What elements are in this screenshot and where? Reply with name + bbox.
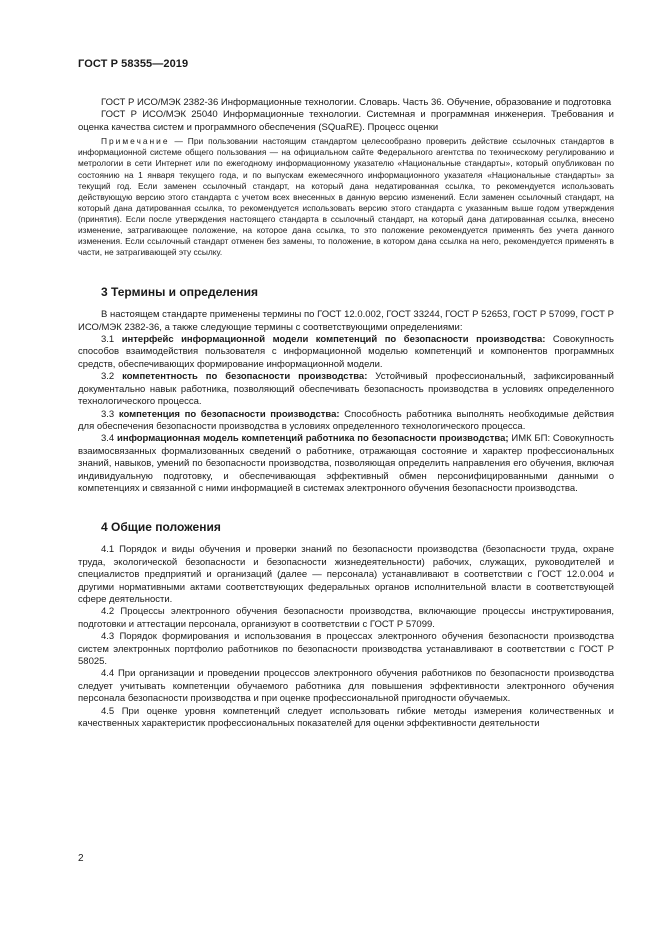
clause-paragraph: 4.4 При организации и проведении процессов электронного обучения работников по безопасности производства следует учитывать компетенции обучаемого работника для повышения эффективности электронного обучения персонала безопасности производства и при оценке профессиональной пригодности обучаемых.	[78, 668, 614, 705]
reference-item: ГОСТ Р ИСО/МЭК 2382-36 Информационные технологии. Словарь. Часть 36. Обучение, образование и подготовка	[101, 97, 612, 108]
term-number: 3.3	[101, 408, 119, 420]
clause-paragraph: 4.2 Процессы электронного обучения безопасности производства, включающие процессы инструктирования, подготовки и аттестации персонала, организуют в соответствии с ГОСТ Р 57099.	[78, 606, 614, 630]
term-definition	[78, 334, 614, 371]
terms-intro: В настоящем стандарте применены термины по ГОСТ 12.0.002, ГОСТ 33244, ГОСТ Р 52653, ГОСТ Р 57099, ГОСТ Р ИСО/МЭК 2382-36, а также следующие термины с соответствующими определениями:	[78, 309, 614, 333]
section-heading-general: 4 Общие положения	[101, 520, 221, 535]
term-name: компетентность по безопасности производства:	[122, 371, 368, 383]
section-heading-terms: 3 Термины и определения	[101, 285, 259, 300]
term-definition	[78, 433, 614, 495]
term-number: 3.2	[101, 371, 123, 383]
term-text: Способность работника выполнять необходимые действия для обеспечения безопасности производства в условиях определенного технологического процесса.	[78, 408, 614, 432]
clause-paragraph: 4.3 Порядок формирования и использования в процессах электронного обучения безопасности производства систем электронных портфолио работников по безопасности производства устанавливают в соответствии с ГОСТ Р 58025.	[78, 631, 614, 667]
term-text: Устойчивый профессиональный, зафиксированный документально навык работника, позволяющий обеспечивать безопасность производства в условиях определенного технологического процесса.	[78, 371, 614, 408]
term-number: 3.4	[101, 433, 117, 445]
document-page	[78, 58, 614, 730]
note-text: — При пользовании настоящим стандартом целесообразно проверить действие ссылочных стандартов в информационной системе общего пользования — на официальном сайте Федерального агентства по техническому регулированию и метрологии в сети Интернет или по ежегодному информационному указателю «Национальные стандарты», который опубликован по состоянию на 1 января текущего года, и по выпускам ежемесячного информационного указателя «Национальные стандарты» за текущий год. Если заменен ссылочный стандарт, на который дана недатированная ссылка, то рекомендуется использовать действующую версию этого стандарта с учетом всех внесенных в данную версию изменений. Если заменен ссылочный стандарт, на который дана датированная ссылка, то рекомендуется использовать версию этого стандарта с указанным выше годом утверждения (принятия). Если после утверждения настоящего стандарта в ссылочный стандарт, на который дана датированная ссылка, внесено изменение, затрагивающее положение, на которое дана ссылка, то это положение рекомендуется применять без учета данного изменения. Если ссылочный стандарт отменен без замены, то положение, в котором дана ссылка на него, рекомендуется применять в части, не затрагивающей эту ссылку.	[78, 136, 614, 258]
term-definition	[78, 371, 614, 408]
term-name: интерфейс информационной модели компетенций по безопасности производства:	[121, 334, 546, 346]
clause-paragraph: 4.5 При оценке уровня компетенций следует использовать гибкие методы измерения количественных и качественных характеристик профессиональных показателей для оценки эффективности деятельности	[78, 705, 614, 730]
page-number: 2	[78, 853, 84, 864]
term-text: ИМК БП: Совокупность взаимосвязанных формализованных сведений о работнике, отражающая состояние и характер профессиональных знаний, навыков, умений по безопасности производства, позволяющая определить направления его обучения, включая индивидуальную подготовку, и обеспечивающая эффективный обмен персонифицированными данными о компетенциях и связанной с ними информацией в системах электронного обучения безопасности производства.	[78, 433, 614, 494]
note-label: Примечание	[101, 136, 170, 147]
term-name: информационная модель компетенций работника по безопасности производства;	[116, 433, 509, 445]
term-text: Совокупность способов взаимодействия пользователя с информационной моделью компетенций и компонентов программных средств, обеспечивающих формирование информационной модели.	[78, 334, 614, 370]
reference-item: ГОСТ Р ИСО/МЭК 25040 Информационные технологии. Системная и программная инженерия. Требования и оценка качества систем и программного обеспечения (SQuaRE). Процесс оценки	[78, 109, 614, 133]
document-header: ГОСТ Р 58355—2019	[78, 58, 189, 70]
term-number: 3.1	[101, 334, 122, 346]
term-name: компетенция по безопасности производства:	[118, 408, 340, 420]
note-paragraph	[78, 136, 614, 258]
term-definition	[78, 409, 614, 434]
clause-paragraph: 4.1 Порядок и виды обучения и проверки знаний по безопасности производства (безопасности труда, охране труда, экологической безопасности и безопасности жизнедеятельности) рабочих, служащих, руководителей и специалистов предприятий и организаций (далее — персонала) устанавливают в соответствии с ГОСТ 12.0.004 и другими нормативными актами соответствующих федеральных органов исполнительной власти в соответствующей сфере деятельности.	[78, 544, 614, 605]
